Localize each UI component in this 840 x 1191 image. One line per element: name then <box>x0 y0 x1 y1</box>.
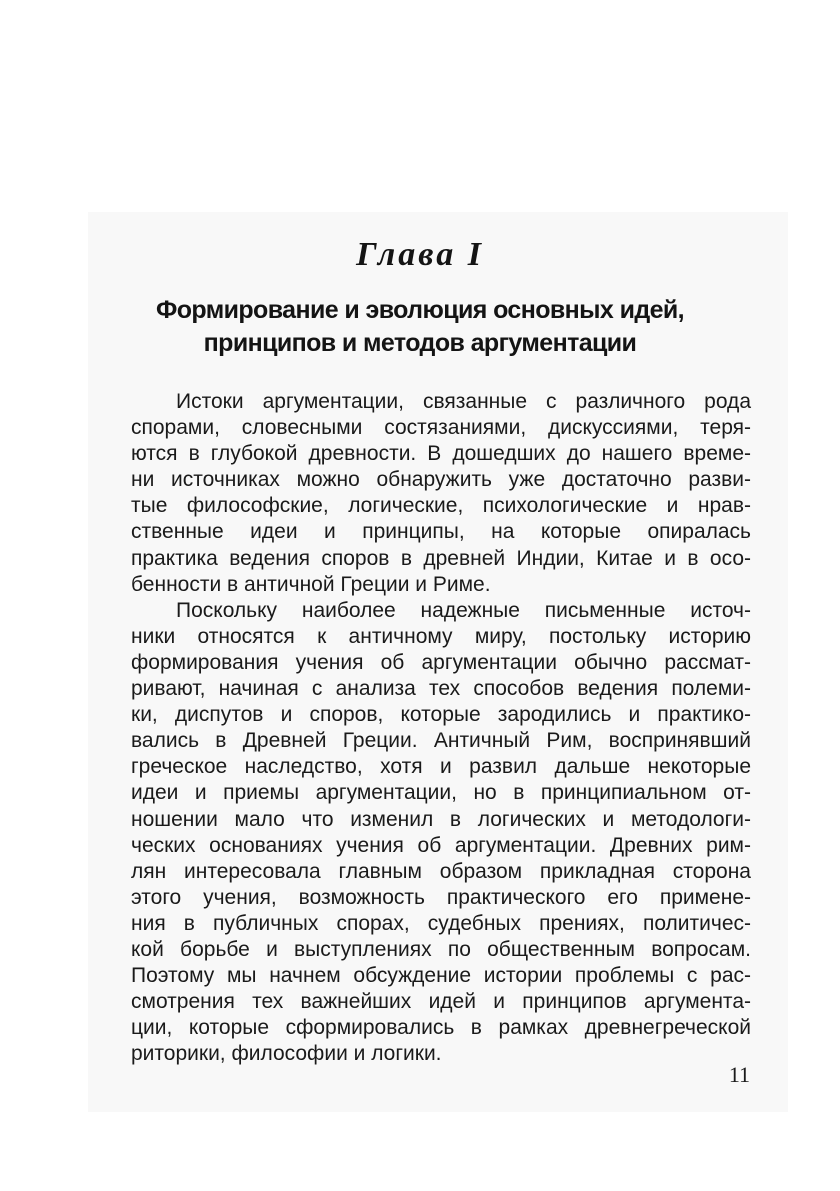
text-line: идеи и приемы аргументации, но в принципиальном от- <box>131 781 751 805</box>
text-line: лян интересовала главным образом прикладная сторона <box>131 859 751 883</box>
text-line: ственные идеи и принципы, на которые опиралась <box>131 520 751 544</box>
chapter-title-line: Формирование и эволюция основных идей, <box>155 296 685 324</box>
text-line: ривают, начиная с анализа тех способов ведения полеми- <box>131 677 751 701</box>
text-line: ческих основаниях учения об аргументации. Древних рим- <box>131 833 751 857</box>
text-line: ники относятся к античному миру, постольку историю <box>131 624 751 648</box>
chapter-title-line: принципов и методов аргументации <box>203 329 637 357</box>
text-line: ния в публичных спорах, судебных прениях, политичес- <box>131 911 751 935</box>
text-line: этого учения, возможность практического его примене- <box>131 885 751 909</box>
text-line: бенности в античной Греции и Риме. <box>131 572 491 596</box>
text-line: Истоки аргументации, связанные с различного рода <box>176 390 751 413</box>
text-line: формирования учения об аргументации обычно рассмат- <box>131 650 751 674</box>
text-line: ются в глубокой древности. В дошедших до нашего време- <box>131 442 751 466</box>
text-line: спорами, словесными состязаниями, дискуссиями, теря- <box>131 416 751 440</box>
text-line: Поскольку наиболее надежные письменные источ- <box>176 598 751 622</box>
text-line: ни источниках можно обнаружить уже достаточно разви- <box>131 468 751 492</box>
text-line: ки, диспутов и споров, которые зародились и практико- <box>131 703 751 727</box>
page-number: 11 <box>728 1062 750 1087</box>
text-line: греческое наследство, хотя и развил дальше некоторые <box>131 755 751 779</box>
text-line: смотрения тех важнейших идей и принципов аргумента- <box>131 990 751 1014</box>
paragraph <box>131 389 751 598</box>
text-line: ции, которые сформировались в рамках древнегреческой <box>131 1016 751 1040</box>
chapter-title <box>120 294 720 360</box>
text-line: вались в Древней Греции. Античный Рим, воспринявший <box>131 729 751 753</box>
text-line: риторики, философии и логики. <box>131 1042 442 1066</box>
text-line: тые философские, логические, психологические и нрав- <box>131 494 751 518</box>
chapter-label: Глава I <box>356 236 484 273</box>
text-line: кой борьбе и выступлениях по общественным вопросам. <box>131 937 751 961</box>
text-line: ношении мало что изменил в логических и методологи- <box>131 807 751 831</box>
body-text <box>131 389 751 1067</box>
paragraph <box>131 598 751 1068</box>
text-line: практика ведения споров в древней Индии, Китае и в осо- <box>131 546 751 570</box>
text-line: Поэтому мы начнем обсуждение истории проблемы с рас- <box>131 964 751 988</box>
